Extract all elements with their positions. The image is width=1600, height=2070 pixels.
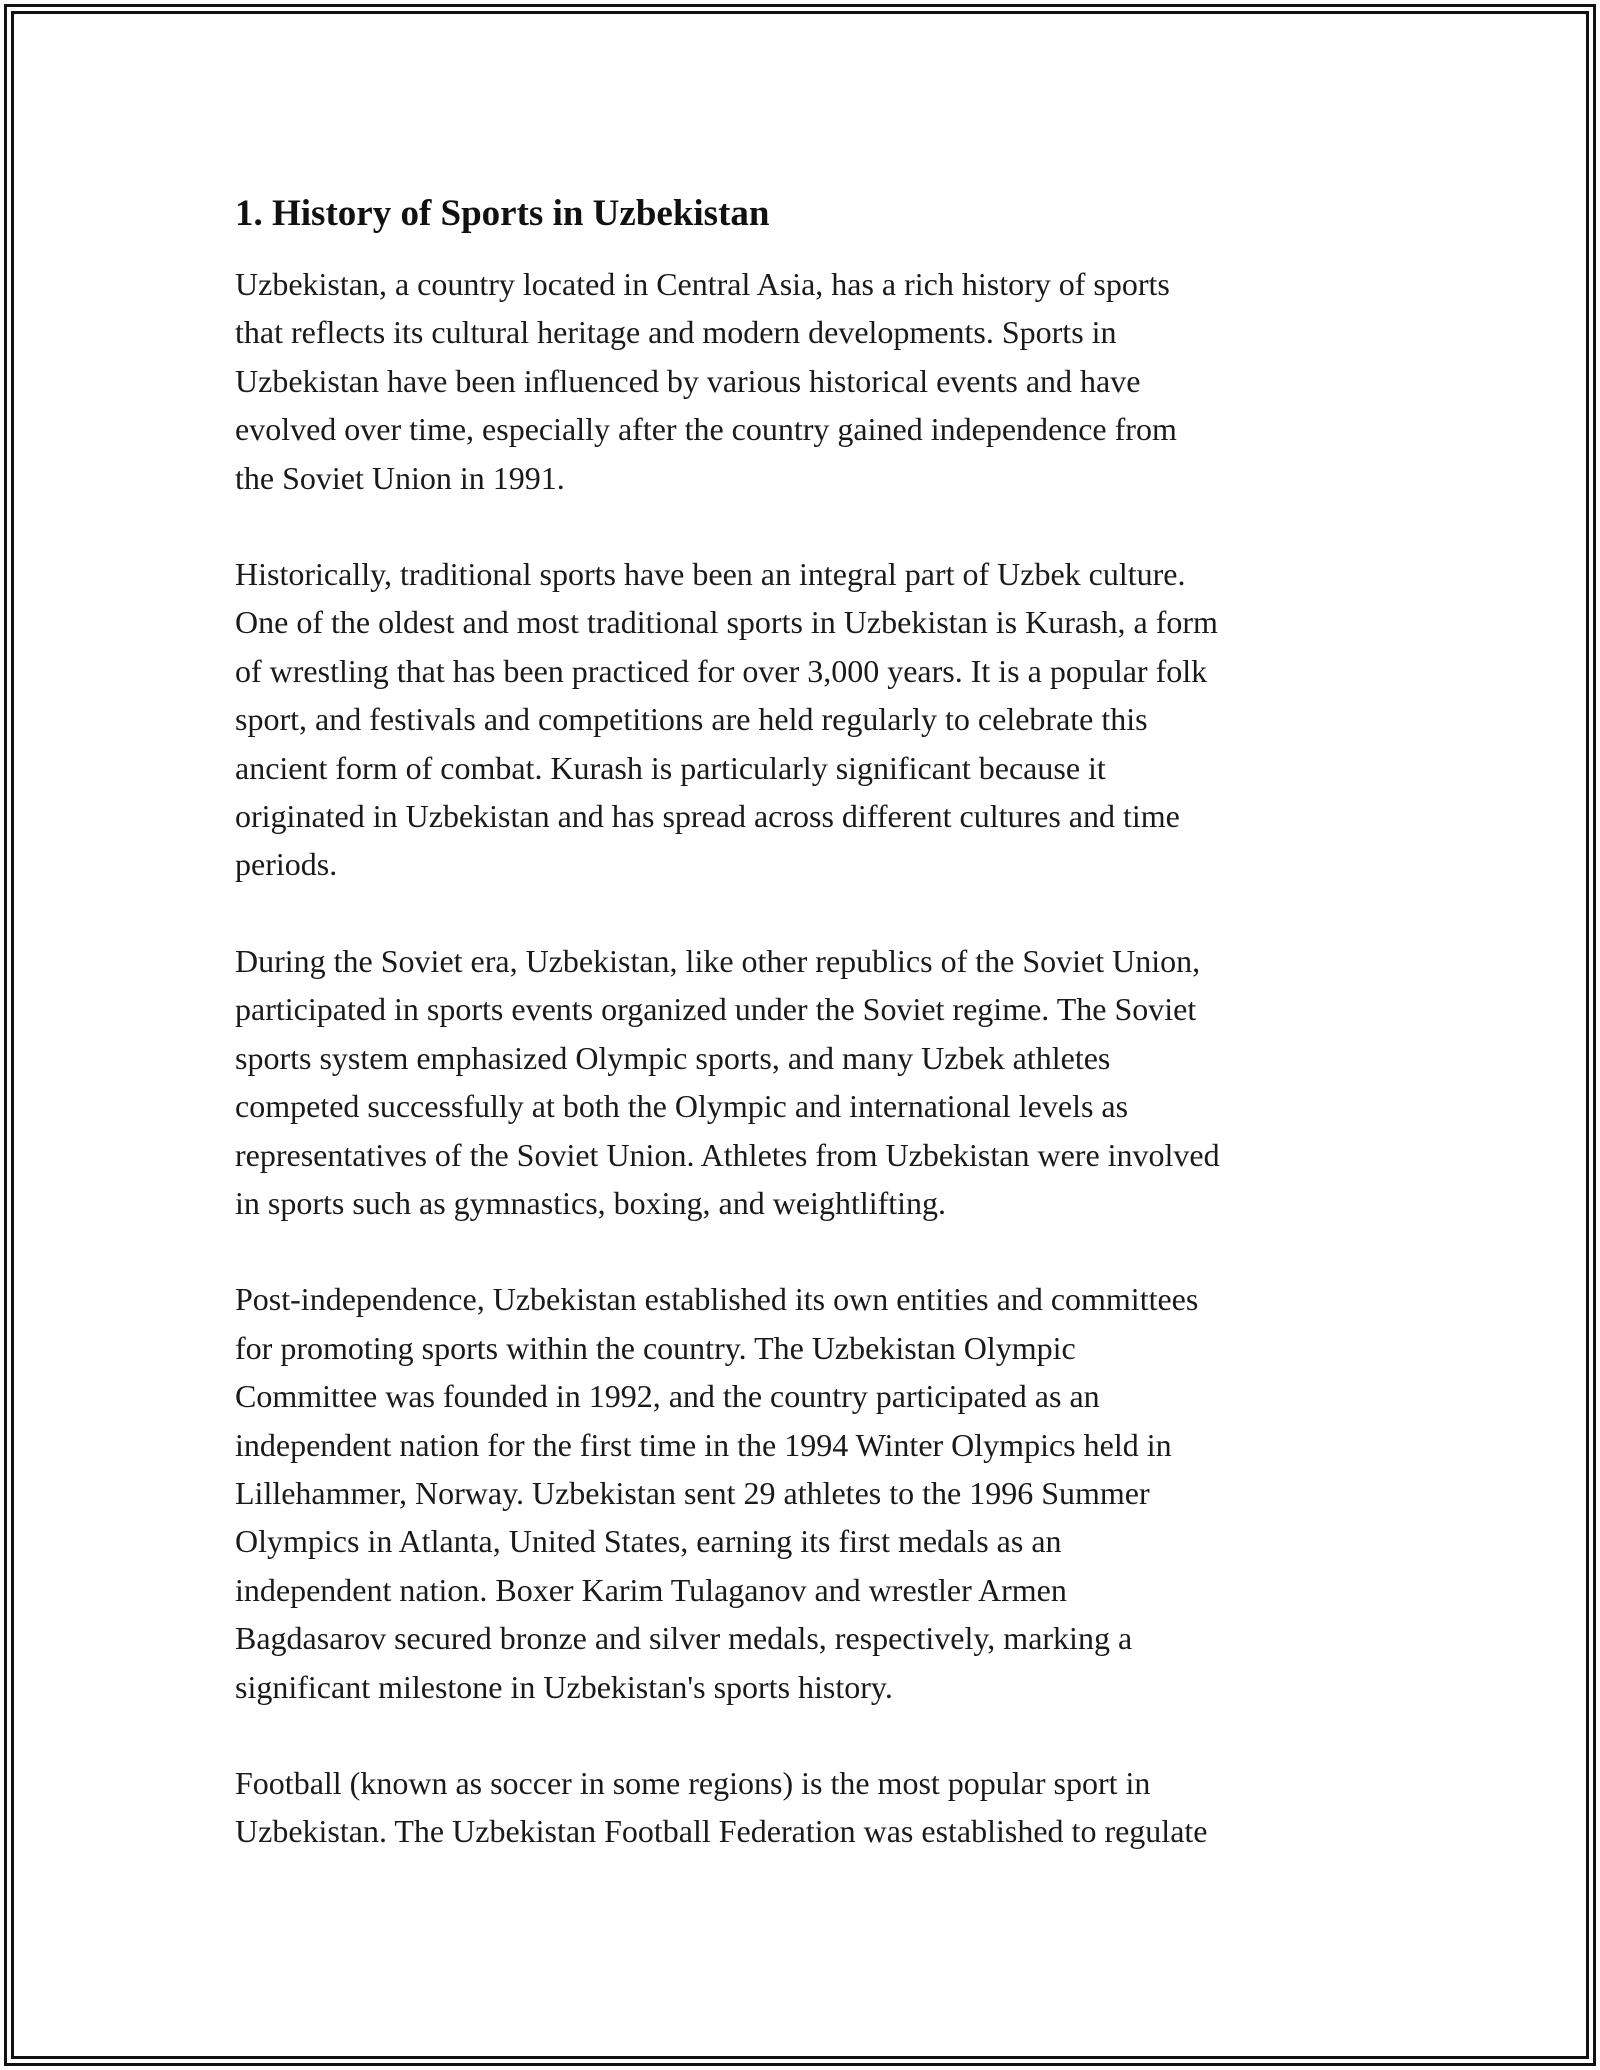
text-line: Football (known as soccer in some regions) is the most popular sport in <box>235 1764 1151 1801</box>
text-line: representatives of the Soviet Union. Athletes from Uzbekistan were involved <box>235 1136 1220 1173</box>
section-heading: 1. History of Sports in Uzbekistan <box>235 193 770 234</box>
paragraph-football <box>235 1759 1375 1856</box>
text-line: significant milestone in Uzbekistan's sports history. <box>235 1668 893 1705</box>
text-line: Uzbekistan, a country located in Central Asia, has a rich history of sports <box>235 266 1170 302</box>
text-line: Uzbekistan. The Uzbekistan Football Federation was established to regulate <box>235 1813 1208 1850</box>
text-line: competed successfully at both the Olympic and international levels as <box>235 1088 1129 1125</box>
text-line: Bagdasarov secured bronze and silver medals, respectively, marking a <box>235 1620 1133 1657</box>
text-line: of wrestling that has been practiced for over 3,000 years. It is a popular folk <box>235 652 1208 689</box>
text-line: Historically, traditional sports have been an integral part of Uzbek culture. <box>235 556 1186 593</box>
text-line: periods. <box>235 846 338 883</box>
text-line: independent nation. Boxer Karim Tulaganov and wrestler Armen <box>235 1571 1067 1608</box>
text-line: ancient form of combat. Kurash is particularly significant because it <box>235 749 1106 786</box>
paragraph-traditional-sports <box>235 550 1375 889</box>
text-line: the Soviet Union in 1991. <box>235 459 565 496</box>
text-line: During the Soviet era, Uzbekistan, like other republics of the Soviet Union, <box>235 942 1201 979</box>
text-line: that reflects its cultural heritage and modern developments. Sports in <box>235 314 1117 351</box>
paragraph-soviet-era <box>235 937 1375 1227</box>
text-line: Post-independence, Uzbekistan established its own entities and committees <box>235 1281 1199 1318</box>
text-line: originated in Uzbekistan and has spread across different cultures and time <box>235 798 1180 835</box>
text-line: Olympics in Atlanta, United States, earning its first medals as an <box>235 1523 1062 1560</box>
text-line: Lillehammer, Norway. Uzbekistan sent 29 athletes to the 1996 Summer <box>235 1474 1150 1511</box>
text-line: One of the oldest and most traditional sports in Uzbekistan is Kurash, a form <box>235 604 1218 641</box>
text-line: participated in sports events organized under the Soviet regime. The Soviet <box>235 991 1197 1028</box>
text-line: Uzbekistan have been influenced by various historical events and have <box>235 362 1141 399</box>
text-line: sports system emphasized Olympic sports, and many Uzbek athletes <box>235 1039 1111 1076</box>
text-line: Committee was founded in 1992, and the country participated as an <box>235 1378 1100 1415</box>
text-line: evolved over time, especially after the country gained independence from <box>235 411 1177 448</box>
text-line: independent nation for the first time in the 1994 Winter Olympics held in <box>235 1426 1172 1463</box>
paragraph-intro <box>235 260 1375 502</box>
text-line: in sports such as gymnastics, boxing, and weightlifting. <box>235 1184 947 1221</box>
text-line: for promoting sports within the country. The Uzbekistan Olympic <box>235 1329 1076 1366</box>
document-body <box>235 188 1375 1904</box>
text-line: sport, and festivals and competitions are held regularly to celebrate this <box>235 701 1148 738</box>
paragraph-post-independence <box>235 1275 1375 1711</box>
